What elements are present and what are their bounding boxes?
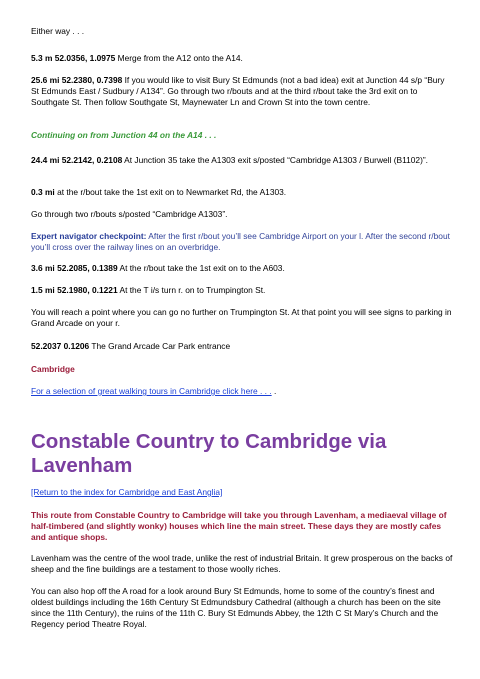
checkpoint-label: Expert navigator checkpoint: (31, 231, 147, 241)
step-newmarket-rd: 0.3 mi at the r/bout take the 1st exit on to Newmarket Rd, the A1303. (31, 187, 287, 197)
destination-label: Cambridge (31, 364, 75, 374)
paragraph-parking: You will reach a point where you can go no further on Trumpington St. At that point you will see signs to parking in Grand Arcade on your r. (31, 307, 452, 328)
step-car-park: 52.2037 0.1206 The Grand Arcade Car Park entrance (31, 341, 231, 351)
step-two-rbouts: Go through two r/bouts s/posted “Cambridge A1303”. (31, 209, 228, 219)
walking-tours-link[interactable]: For a selection of great walking tours in Cambridge click here . . . (31, 386, 272, 396)
step-bury-st-edmunds: 25.6 mi 52.2380, 0.7398 If you would like to visit Bury St Edmunds (not a bad idea) exit at Junction 44 s/p “Bury St Edmunds East / Sudbury / A134”. Go through two r/bouts and at the third r/bout take the 3rd exit on to Southgate St. Then follow Southgate St, Maynewater Ln and Crown St into the town centre. (31, 75, 445, 107)
step-a603: 3.6 mi 52.2085, 0.1389 At the r/bout take the 1st exit on to the A603. (31, 263, 285, 273)
step-coordinates: 24.4 mi 52.2142, 0.2108 (31, 155, 123, 165)
paragraph-lavenham: Lavenham was the centre of the wool trade, unlike the rest of industrial Britain. It grew prosperous on the backs of sheep and the fine buildings are a testament to those woolly riches. (31, 553, 453, 574)
section-heading: Constable Country to Cambridge via Lavenham (31, 430, 387, 477)
step-coordinates: 3.6 mi 52.2085, 0.1389 (31, 263, 118, 273)
paragraph-either-way: Either way . . . (31, 26, 85, 36)
step-trumpington: 1.5 mi 52.1980, 0.1221 At the T i/s turn r. on to Trumpington St. (31, 285, 266, 295)
step-junction-35: 24.4 mi 52.2142, 0.2108 At Junction 35 take the A1303 exit s/posted “Cambridge A1303 / Burwell (B1102)”. (31, 155, 428, 165)
return-index-paragraph (31, 487, 453, 498)
step-coordinates: 1.5 mi 52.1980, 0.1221 (31, 285, 118, 295)
subheading-continuing: Continuing on from Junction 44 on the A14 . . . (31, 130, 217, 140)
walking-tours-paragraph: For a selection of great walking tours in Cambridge click here . . . . (31, 386, 277, 396)
step-merge-a14: 5.3 m 52.0356, 1.0975 Merge from the A12 onto the A14. (31, 53, 243, 63)
route-intro: This route from Constable Country to Cambridge will take you through Lavenham, a mediaeval village of half-timbered (and slightly wonky) houses which line the main street. These days they are mostly cafes and antique shops. (31, 510, 447, 542)
step-coordinates: 52.2037 0.1206 (31, 341, 90, 351)
paragraph-bury-st-edmunds: You can also hop off the A road for a look around Bury St Edmunds, home to some of the country’s finest and oldest buildings including the 16th Century St Edmundsbury Cathedral (although a church has been on the site since the 11th Century), the ruins of the 11th C. Bury St Edmunds Abbey, the 12th C St Mary’s Church and the Regency period Theatre Royal. (31, 586, 441, 629)
return-index-link[interactable]: [Return to the index for Cambridge and East Anglia] (31, 487, 223, 497)
step-coordinates: 0.3 mi (31, 187, 55, 197)
expert-checkpoint: Expert navigator checkpoint: After the first r/bout you’ll see Cambridge Airport on your l. After the second r/bout you’ll cross over the railway lines on an overbridge. (31, 231, 450, 252)
step-coordinates: 25.6 mi 52.2380, 0.7398 (31, 75, 123, 85)
step-coordinates: 5.3 m 52.0356, 1.0975 (31, 53, 116, 63)
